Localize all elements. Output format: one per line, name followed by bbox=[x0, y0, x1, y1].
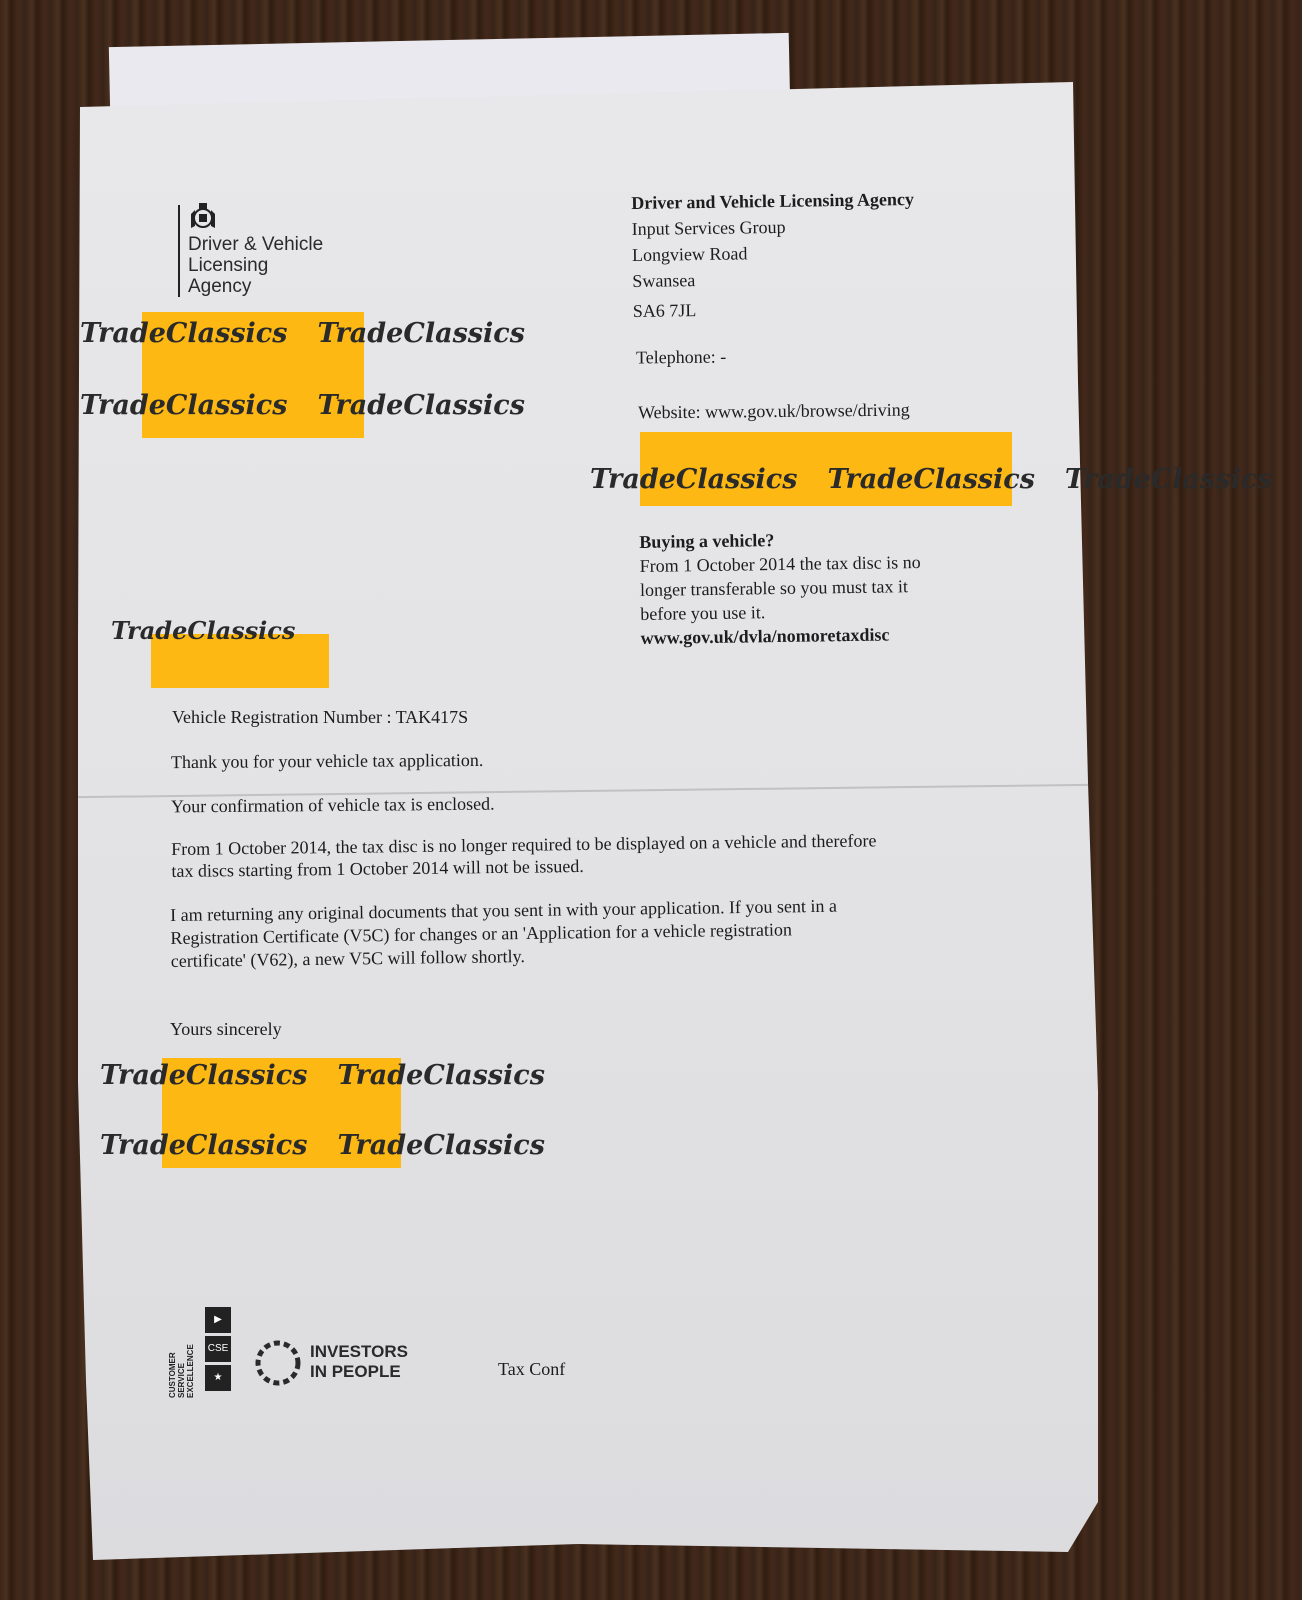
buying-vehicle-notice bbox=[639, 526, 922, 650]
watermark-text: TradeClassics bbox=[80, 318, 288, 349]
sender-line-1: Input Services Group bbox=[631, 216, 786, 239]
cse-logo bbox=[205, 1307, 233, 1394]
investors-in-people-logo bbox=[310, 1342, 408, 1382]
paragraph-4-line-2: Registration Certificate (V5C) for changes or an 'Application for a vehicle registration bbox=[170, 919, 793, 948]
buying-line-1: From 1 October 2014 the tax disc is no bbox=[639, 552, 921, 576]
vehicle-registration: Vehicle Registration Number : TAK417S bbox=[172, 707, 469, 727]
iip-line-2: IN PEOPLE bbox=[310, 1362, 401, 1381]
watermark-block-1 bbox=[80, 312, 525, 438]
watermark-text: TradeClassics bbox=[827, 464, 1035, 495]
cse-label: CUSTOMER SERVICE EXCELLENCE bbox=[168, 1344, 195, 1398]
sender-name: Driver and Vehicle Licensing Agency bbox=[631, 189, 915, 213]
paragraph-4-line-1: I am returning any original documents that you sent in with your application. If you sent in a bbox=[170, 895, 838, 925]
letter-paragraph-3 bbox=[171, 829, 877, 882]
watermark-text: TradeClassics bbox=[80, 390, 288, 421]
watermark-text: TradeClassics bbox=[317, 390, 525, 421]
logo-line-2: Licensing bbox=[188, 255, 269, 276]
form-code: Tax Conf bbox=[498, 1359, 566, 1379]
laurel-wreath-icon bbox=[252, 1337, 304, 1389]
watermark-text: TradeClassics bbox=[111, 616, 296, 645]
watermark-text: TradeClassics bbox=[317, 318, 525, 349]
watermark-text: TradeClassics bbox=[337, 1130, 545, 1161]
sender-line-3: Swansea bbox=[632, 270, 696, 291]
watermark-text: TradeClassics bbox=[590, 464, 798, 495]
watermark-text: TradeClassics bbox=[100, 1060, 308, 1091]
buying-line-3: before you use it. bbox=[640, 602, 766, 624]
iip-line-1: INVESTORS bbox=[310, 1342, 408, 1361]
sender-postcode: SA6 7JL bbox=[632, 300, 697, 321]
buying-line-2: longer transferable so you must tax it bbox=[639, 576, 909, 600]
paragraph-3-line-1: From 1 October 2014, the tax disc is no longer required to be displayed on a vehicle and therefore bbox=[171, 830, 877, 859]
logo-divider bbox=[178, 205, 180, 297]
watermark-block-4 bbox=[100, 1058, 545, 1168]
watermark-block-2 bbox=[590, 432, 1273, 506]
letter-paragraph-2: Your confirmation of vehicle tax is enclosed. bbox=[170, 793, 495, 817]
play-icon: ▶ bbox=[205, 1307, 231, 1333]
logo-line-3: Agency bbox=[188, 276, 252, 297]
watermark-text: TradeClassics bbox=[337, 1060, 545, 1091]
star-icon: ★ bbox=[205, 1365, 231, 1391]
paragraph-4-line-3: certificate' (V62), a new V5C will follow shortly. bbox=[170, 946, 526, 971]
logo-line-1: Driver & Vehicle bbox=[188, 234, 324, 255]
watermark-block-3 bbox=[111, 616, 329, 688]
watermark-text: TradeClassics bbox=[100, 1130, 308, 1161]
sender-telephone: Telephone: - bbox=[635, 346, 727, 368]
cse-mark: CSE bbox=[205, 1336, 231, 1362]
royal-crest-icon bbox=[188, 200, 218, 234]
letter-signoff: Yours sincerely bbox=[170, 1019, 282, 1039]
watermark-text: TradeClassics bbox=[1064, 464, 1273, 495]
sender-line-2: Longview Road bbox=[631, 243, 748, 265]
sender-address bbox=[631, 186, 916, 324]
paragraph-3-line-2: tax discs starting from 1 October 2014 will not be issued. bbox=[171, 855, 584, 881]
buying-link: www.gov.uk/dvla/nomoretaxdisc bbox=[640, 624, 890, 648]
letter-paragraph-4 bbox=[170, 895, 838, 973]
sender-website: Website: www.gov.uk/browse/driving bbox=[637, 399, 910, 423]
dvla-logo-text bbox=[188, 234, 348, 297]
letter-paragraph-1: Thank you for your vehicle tax application. bbox=[170, 749, 484, 773]
buying-heading: Buying a vehicle? bbox=[639, 530, 775, 552]
